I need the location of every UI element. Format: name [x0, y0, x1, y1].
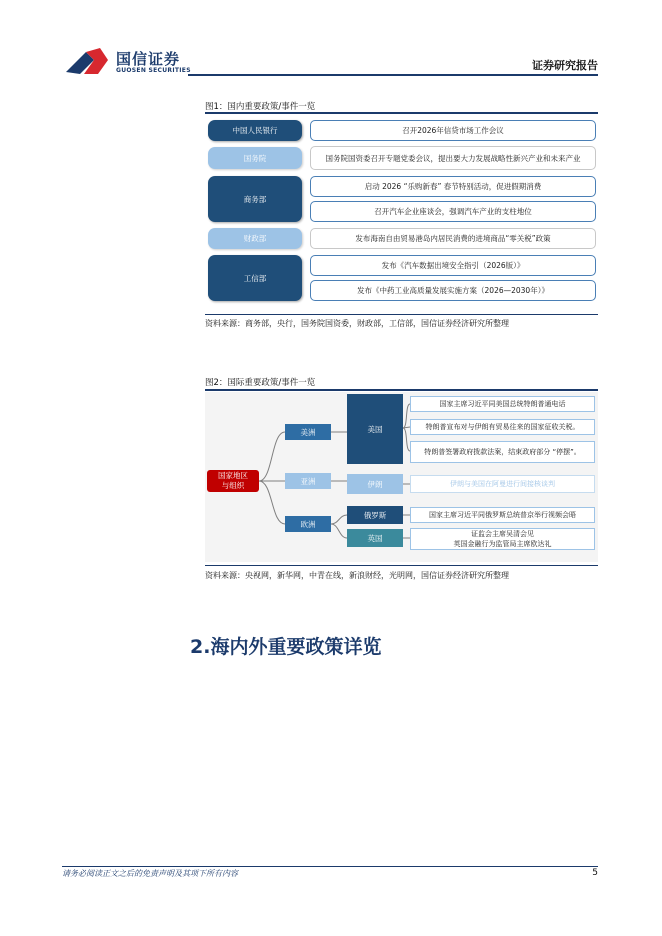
- event-leaf: 特朗普签署政府拨款法案，结束政府部分 “停摆”。: [410, 441, 595, 463]
- country-node-iran: 伊朗: [347, 474, 403, 494]
- country-node-usa: 美国: [347, 394, 403, 464]
- event-box: 召开2026年信贷市场工作会议: [310, 120, 596, 141]
- figure2-bottom-rule: [205, 565, 598, 566]
- region-node-americas: 美洲: [285, 424, 331, 440]
- event-box: 启动 2026 “乐购新春” 春节特别活动，促进假期消费: [310, 176, 596, 197]
- figure1-source: 资料来源：商务部，央行，国务院国资委，财政部，工信部，国信证券经济研究所整理: [205, 319, 509, 328]
- figure2-source: 资料来源：央视网，新华网，中青在线，新浪财经，光明网，国信证券经济研究所整理: [205, 571, 509, 580]
- section-heading: 2.海内外重要政策详览: [190, 636, 382, 658]
- root-node: 国家地区 与组织: [207, 470, 259, 492]
- org-box-state-council: 国务院: [208, 147, 302, 169]
- footer-disclaimer: 请务必阅读正文之后的免责声明及其项下所有内容: [62, 869, 238, 878]
- event-box: 发布《中药工业高质量发展实施方案（2026—2030年）》: [310, 280, 596, 301]
- figure1-title: 图1：国内重要政策/事件一览: [205, 102, 316, 112]
- event-box: 召开汽车企业座谈会，强调汽车产业的支柱地位: [310, 201, 596, 222]
- region-node-europe: 欧洲: [285, 516, 331, 532]
- figure1-bottom-rule: [205, 314, 598, 315]
- org-box-mofcom: 商务部: [208, 176, 302, 222]
- event-box: 国务院国资委召开专题党委会议，提出要大力发展战略性新兴产业和未来产业: [310, 146, 596, 170]
- company-name-cn: 国信证券: [116, 50, 181, 68]
- guosen-logo-icon: [64, 46, 110, 78]
- event-leaf: 国家主席习近平同俄罗斯总统普京举行视频会晤: [410, 507, 595, 523]
- event-leaf: 国家主席习近平同美国总统特朗普通电话: [410, 396, 595, 412]
- org-box-mof: 财政部: [208, 228, 302, 249]
- region-node-asia: 亚洲: [285, 473, 331, 489]
- figure1-top-rule: [205, 112, 598, 114]
- company-name-en: GUOSEN SECURITIES: [116, 67, 191, 74]
- country-node-uk: 英国: [347, 529, 403, 547]
- page-number: 5: [592, 868, 598, 878]
- mind-map-panel: [205, 392, 598, 562]
- country-node-russia: 俄罗斯: [347, 506, 403, 524]
- event-leaf: 伊朗与美国在阿曼进行间接核谈判: [410, 475, 595, 493]
- org-box-miit: 工信部: [208, 255, 302, 301]
- event-box: 发布《汽车数据出境安全指引（2026版）》: [310, 255, 596, 276]
- event-box: 发布海南自由贸易港岛内居民消费的进境商品“零关税”政策: [310, 228, 596, 249]
- org-box-pboc: 中国人民银行: [208, 120, 302, 141]
- footer-divider: [62, 866, 598, 867]
- figure2-top-rule: [205, 389, 598, 391]
- header-divider: [188, 74, 598, 76]
- figure2-title: 图2：国际重要政策/事件一览: [205, 378, 316, 388]
- event-leaf: 证监会主席吴清会见 英国金融行为监管局主席欧达礼: [410, 528, 595, 550]
- report-type-label: 证券研究报告: [532, 59, 598, 72]
- event-leaf: 特朗普宣布对与伊朗有贸易往来的国家征收关税。: [410, 419, 595, 435]
